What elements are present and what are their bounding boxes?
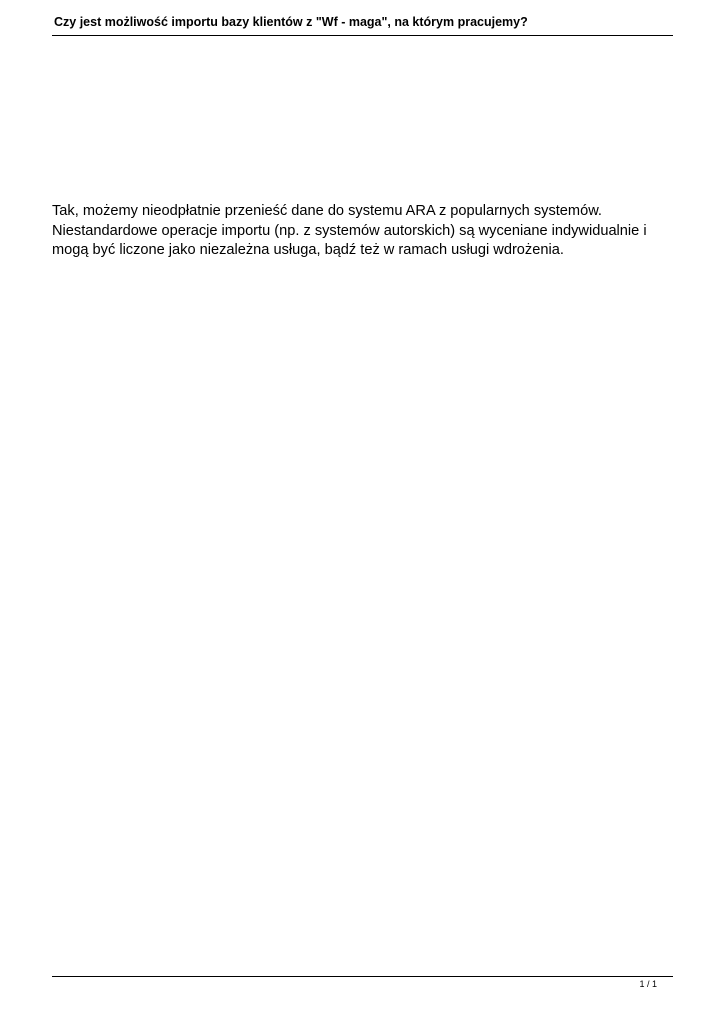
body-line: Niestandardowe operacje importu (np. z systemów autorskich) są wyceniane indywidualnie i xyxy=(52,222,647,239)
page-title: Czy jest możliwość importu bazy klientów z "Wf - maga", na którym pracujemy? xyxy=(54,15,528,29)
page-footer xyxy=(52,976,673,989)
body-line: Tak, możemy nieodpłatnie przenieść dane do systemu ARA z popularnych systemów. xyxy=(52,203,602,219)
body-line: mogą być liczone jako niezależna usługa, bądź też w ramach usługi wdrożenia. xyxy=(52,242,564,258)
article-body xyxy=(52,202,674,261)
page-number: 1 / 1 xyxy=(639,979,657,989)
page-header xyxy=(52,0,673,36)
